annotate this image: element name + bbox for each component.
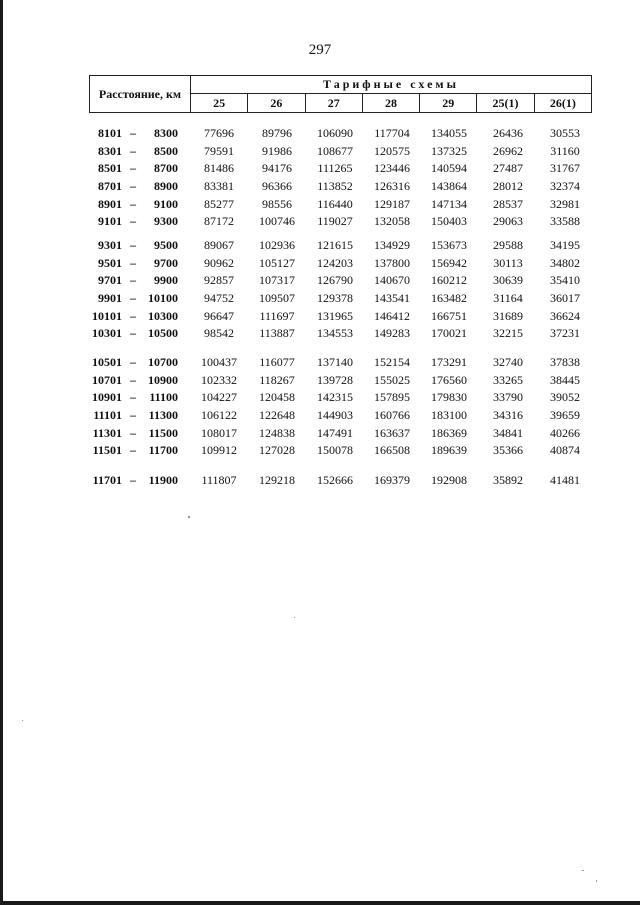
tariff-value: 108017	[201, 425, 237, 440]
tariff-value: 116077	[259, 355, 295, 369]
tariff-value: 140670	[374, 273, 410, 288]
tariff-value: 100437	[201, 355, 237, 369]
distance-from: 10301	[92, 326, 122, 341]
tariff-value: 132058	[374, 214, 410, 229]
distance-to: 11300	[148, 408, 178, 423]
tariff-value: 87172	[204, 214, 234, 229]
tariff-value: 36017	[550, 291, 580, 306]
tariff-value: 27487	[493, 161, 523, 176]
tariff-columns-header	[191, 94, 591, 112]
distance-from: 8101	[98, 126, 122, 140]
tariff-value: 140594	[431, 161, 467, 176]
table-row	[0, 373, 640, 391]
table-row	[0, 326, 640, 344]
distance-from: 11301	[92, 425, 122, 440]
distance-to: 9700	[154, 255, 178, 270]
table-row	[0, 426, 640, 444]
distance-from: 8701	[98, 179, 122, 194]
tariff-value: 170021	[431, 326, 467, 341]
tariff-value: 124203	[317, 255, 353, 270]
range-dash: –	[130, 214, 136, 229]
distance-from: 9901	[98, 291, 122, 306]
tariff-value: 163482	[431, 291, 467, 306]
row-group	[0, 473, 640, 491]
tariff-value: 166751	[431, 308, 467, 323]
tariff-value: 134929	[374, 238, 410, 252]
tariff-value: 163637	[374, 425, 410, 440]
tariff-value: 118267	[259, 372, 295, 387]
column-header: 27	[306, 94, 363, 112]
tariff-value: 28537	[493, 196, 523, 211]
table-row	[0, 408, 640, 426]
tariff-value: 186369	[431, 425, 467, 440]
table-row	[0, 273, 640, 291]
table-row	[0, 214, 640, 232]
tariff-value: 26436	[493, 126, 523, 140]
tariff-value: 38445	[550, 372, 580, 387]
distance-from: 9701	[98, 273, 122, 288]
distance-to: 9300	[154, 214, 178, 229]
distance-to: 8300	[154, 126, 178, 140]
tariff-value: 144903	[317, 408, 353, 423]
tariff-value: 147491	[317, 425, 353, 440]
tariff-value: 129218	[259, 473, 295, 487]
distance-header: Расстояние, км	[90, 76, 191, 112]
tariff-value: 129378	[317, 291, 353, 306]
tariff-schemes-header: Тарифные схемы	[191, 76, 591, 94]
column-header: 28	[363, 94, 420, 112]
tariff-value: 104227	[201, 390, 237, 405]
tariff-value: 32374	[550, 179, 580, 194]
tariff-value: 32740	[493, 355, 523, 369]
tariff-value: 34841	[493, 425, 523, 440]
distance-to: 9500	[154, 238, 178, 252]
tariff-value: 124838	[259, 425, 295, 440]
tariff-value: 98542	[204, 326, 234, 341]
distance-from: 9501	[98, 255, 122, 270]
tariff-value: 83381	[204, 179, 234, 194]
tariff-value: 36624	[550, 308, 580, 323]
scan-speck	[22, 720, 23, 721]
distance-to: 11900	[148, 473, 178, 487]
distance-to: 9900	[154, 273, 178, 288]
range-dash: –	[130, 126, 136, 140]
distance-to: 10500	[148, 326, 178, 341]
tariff-value: 123446	[374, 161, 410, 176]
tariff-value: 98556	[262, 196, 292, 211]
tariff-value: 31160	[550, 143, 580, 158]
tariff-value: 106090	[317, 126, 353, 140]
table-row	[0, 126, 640, 144]
tariff-value: 189639	[431, 443, 467, 458]
distance-to: 11700	[148, 443, 178, 458]
tariff-value: 143864	[431, 179, 467, 194]
tariff-value: 28012	[493, 179, 523, 194]
distance-from: 11501	[92, 443, 122, 458]
tariff-value: 92857	[204, 273, 234, 288]
tariff-value: 152154	[374, 355, 410, 369]
column-header: 25	[191, 94, 248, 112]
tariff-value: 32981	[550, 196, 580, 211]
tariff-value: 29063	[493, 214, 523, 229]
distance-to: 8700	[154, 161, 178, 176]
tariff-value: 120575	[374, 143, 410, 158]
distance-from: 10501	[92, 355, 122, 369]
tariff-value: 111697	[259, 308, 295, 323]
tariff-value: 37231	[550, 326, 580, 341]
tariff-value: 109507	[259, 291, 295, 306]
range-dash: –	[130, 238, 136, 252]
tariff-value: 31164	[493, 291, 523, 306]
scan-speck	[596, 880, 597, 882]
tariff-value: 179830	[431, 390, 467, 405]
row-group	[0, 238, 640, 344]
tariff-value: 108677	[317, 143, 353, 158]
distance-from: 8301	[98, 143, 122, 158]
tariff-value: 91986	[262, 143, 292, 158]
tariff-value: 119027	[317, 214, 353, 229]
tariff-value: 131965	[317, 308, 353, 323]
distance-to: 10300	[148, 308, 178, 323]
tariff-value: 126316	[374, 179, 410, 194]
tariff-value: 89796	[262, 126, 292, 140]
tariff-value: 134055	[431, 126, 467, 140]
tariff-value: 30553	[550, 126, 580, 140]
distance-from: 11701	[92, 473, 122, 487]
range-dash: –	[130, 355, 136, 369]
table-row	[0, 443, 640, 461]
tariff-value: 96366	[262, 179, 292, 194]
tariff-value: 31689	[493, 308, 523, 323]
tariff-value: 113887	[259, 326, 295, 341]
table-row	[0, 291, 640, 309]
table-row	[0, 390, 640, 408]
tariff-value: 33265	[493, 372, 523, 387]
tariff-value: 127028	[259, 443, 295, 458]
tariff-value: 157895	[374, 390, 410, 405]
tariff-value: 111807	[201, 473, 237, 487]
distance-from: 10701	[92, 372, 122, 387]
tariff-value: 176560	[431, 372, 467, 387]
tariff-value: 37838	[550, 355, 580, 369]
table-row	[0, 238, 640, 256]
distance-to: 11500	[148, 425, 178, 440]
range-dash: –	[130, 179, 136, 194]
distance-to: 10700	[148, 355, 178, 369]
tariff-value: 102936	[259, 238, 295, 252]
tariff-value: 183100	[431, 408, 467, 423]
tariff-value: 31767	[550, 161, 580, 176]
tariff-value: 30113	[493, 255, 523, 270]
tariff-value: 81486	[204, 161, 234, 176]
distance-from: 10101	[92, 308, 122, 323]
table-row	[0, 179, 640, 197]
tariff-value: 109912	[201, 443, 237, 458]
tariff-value: 34316	[493, 408, 523, 423]
range-dash: –	[130, 443, 136, 458]
tariff-value: 160212	[431, 273, 467, 288]
tariff-value: 102332	[201, 372, 237, 387]
tariff-value: 41481	[550, 473, 580, 487]
table-row	[0, 197, 640, 215]
tariff-value: 137325	[431, 143, 467, 158]
tariff-value: 117704	[374, 126, 410, 140]
tariff-value: 121615	[317, 238, 353, 252]
tariff-value: 39052	[550, 390, 580, 405]
tariff-value: 169379	[374, 473, 410, 487]
table-row	[0, 161, 640, 179]
tariff-value: 96647	[204, 308, 234, 323]
tariff-value: 122648	[259, 408, 295, 423]
tariff-value: 33588	[550, 214, 580, 229]
tariff-value: 105127	[259, 255, 295, 270]
distance-to: 10100	[148, 291, 178, 306]
scan-speck	[188, 516, 190, 518]
tariff-value: 106122	[201, 408, 237, 423]
tariff-value: 146412	[374, 308, 410, 323]
tariff-value: 26962	[493, 143, 523, 158]
distance-to: 8500	[154, 143, 178, 158]
tariff-value: 155025	[374, 372, 410, 387]
tariff-value: 192908	[431, 473, 467, 487]
distance-to: 9100	[154, 196, 178, 211]
distance-to: 8900	[154, 179, 178, 194]
range-dash: –	[130, 255, 136, 270]
range-dash: –	[130, 273, 136, 288]
tariff-value: 35410	[550, 273, 580, 288]
tariff-value: 143541	[374, 291, 410, 306]
tariff-value: 39659	[550, 408, 580, 423]
column-header: 26	[248, 94, 305, 112]
tariff-value: 34802	[550, 255, 580, 270]
distance-to: 11100	[149, 390, 178, 405]
page-number: 297	[308, 42, 332, 58]
range-dash: –	[130, 473, 136, 487]
distance-from: 8501	[98, 161, 122, 176]
tariff-value: 120458	[259, 390, 295, 405]
tariff-value: 40874	[550, 443, 580, 458]
tariff-value: 77696	[204, 126, 234, 140]
tariff-value: 150403	[431, 214, 467, 229]
table-row	[0, 144, 640, 162]
scan-speck	[582, 870, 584, 871]
tariff-value: 79591	[204, 143, 234, 158]
tariff-value: 126790	[317, 273, 353, 288]
tariff-value: 142315	[317, 390, 353, 405]
tariff-value: 94176	[262, 161, 292, 176]
tariff-value: 129187	[374, 196, 410, 211]
range-dash: –	[130, 161, 136, 176]
table-header	[89, 75, 592, 113]
tariff-value: 139728	[317, 372, 353, 387]
tariff-value: 35366	[493, 443, 523, 458]
distance-from: 9301	[98, 238, 122, 252]
tariff-value: 85277	[204, 196, 234, 211]
tariff-value: 35892	[493, 473, 523, 487]
tariff-value: 134553	[317, 326, 353, 341]
distance-from: 10901	[92, 390, 122, 405]
tariff-value: 149283	[374, 326, 410, 341]
tariff-value: 116440	[317, 196, 353, 211]
tariff-value: 33790	[493, 390, 523, 405]
tariff-value: 166508	[374, 443, 410, 458]
tariff-value: 30639	[493, 273, 523, 288]
range-dash: –	[130, 196, 136, 211]
tariff-value: 137140	[317, 355, 353, 369]
tariff-value: 160766	[374, 408, 410, 423]
distance-from: 8901	[98, 196, 122, 211]
range-dash: –	[130, 291, 136, 306]
scan-edge-bottom	[0, 901, 640, 905]
row-group	[0, 126, 640, 232]
range-dash: –	[130, 326, 136, 341]
range-dash: –	[130, 425, 136, 440]
column-header: 29	[420, 94, 477, 112]
table-row	[0, 355, 640, 373]
row-group	[0, 355, 640, 461]
distance-to: 10900	[148, 372, 178, 387]
table-row	[0, 473, 640, 491]
range-dash: –	[130, 390, 136, 405]
range-dash: –	[130, 408, 136, 423]
scan-speck	[294, 617, 295, 618]
tariff-value: 152666	[317, 473, 353, 487]
table-row	[0, 256, 640, 274]
tariff-value: 29588	[493, 238, 523, 252]
tariff-value: 100746	[259, 214, 295, 229]
range-dash: –	[130, 143, 136, 158]
tariff-value: 156942	[431, 255, 467, 270]
column-header: 26(1)	[549, 95, 576, 110]
tariff-value: 150078	[317, 443, 353, 458]
distance-from: 11101	[93, 408, 122, 423]
tariff-value: 111265	[317, 161, 353, 176]
tariff-value: 94752	[204, 291, 234, 306]
tariff-value: 40266	[550, 425, 580, 440]
distance-from: 9101	[98, 214, 122, 229]
column-header: 25(1)	[477, 94, 534, 112]
tariff-value: 113852	[317, 179, 353, 194]
tariff-value: 147134	[431, 196, 467, 211]
range-dash: –	[130, 372, 136, 387]
tariff-value: 34195	[550, 238, 580, 252]
tariff-value: 90962	[204, 255, 234, 270]
tariff-value: 153673	[431, 238, 467, 252]
range-dash: –	[130, 308, 136, 323]
tariff-value: 32215	[493, 326, 523, 341]
tariff-value: 137800	[374, 255, 410, 270]
tariff-value: 89067	[204, 238, 234, 252]
tariff-value: 107317	[259, 273, 295, 288]
tariff-value: 173291	[431, 355, 467, 369]
table-row	[0, 309, 640, 327]
